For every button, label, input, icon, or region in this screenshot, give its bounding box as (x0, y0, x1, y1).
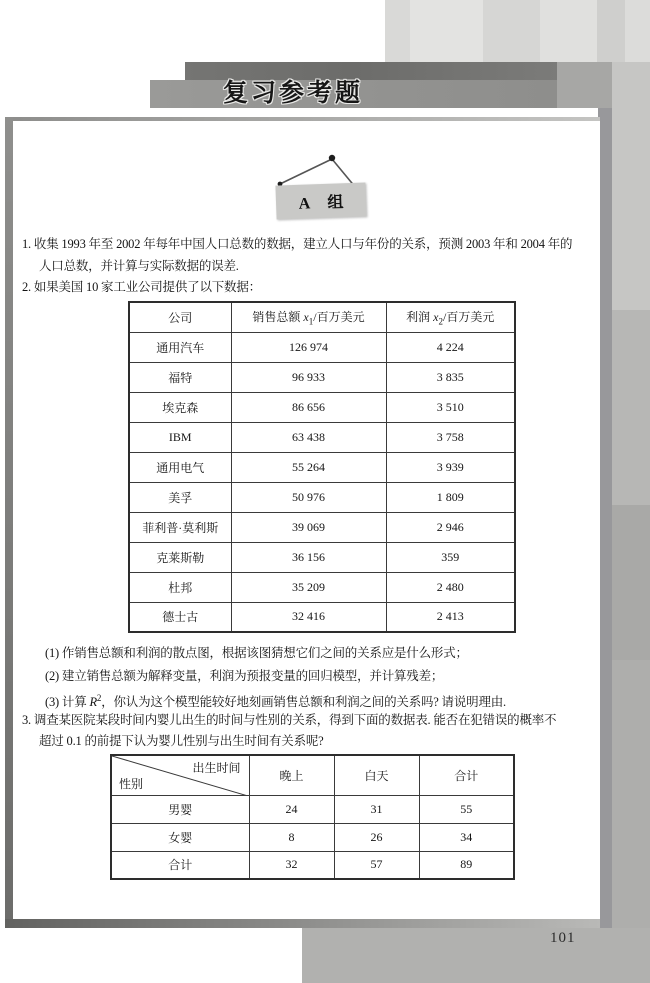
bg-stripe (597, 0, 625, 62)
group-badge (275, 182, 366, 219)
row-label: 女婴 (111, 823, 249, 851)
header-sales-prefix: 销售总额 (252, 310, 304, 325)
profit-value: 3 835 (386, 362, 515, 392)
problem-2-sub-1: (1) 作销售总额和利润的散点图，根据该图猜想它们之间的关系应是什么形式； (45, 646, 468, 660)
company-name: 福特 (129, 362, 231, 392)
header-day: 白天 (334, 755, 419, 795)
table-header-row (129, 302, 515, 332)
page-frame-bottom (5, 919, 600, 928)
corner-label-time: 出生时间 (192, 761, 241, 775)
bg-stripe (410, 0, 483, 62)
header-sales (231, 302, 386, 332)
cell-value: 34 (419, 823, 514, 851)
diagonal-header-cell (111, 755, 249, 795)
corner-label-gender: 性别 (119, 776, 144, 791)
sub3-sup: 2 (96, 693, 102, 703)
row-label: 男婴 (111, 795, 249, 823)
table-row (129, 482, 515, 512)
cell-value: 24 (249, 795, 334, 823)
header-company: 公司 (129, 302, 231, 332)
chapter-title: 复习参考题 (223, 80, 364, 107)
table-row (129, 422, 515, 452)
company-name: IBM (129, 422, 231, 452)
group-badge-label: A 组 (298, 193, 351, 213)
cell-value: 31 (334, 795, 419, 823)
sales-value: 86 656 (231, 392, 386, 422)
sales-value: 63 438 (231, 422, 386, 452)
profit-value: 2 480 (386, 572, 515, 602)
cell-value: 26 (334, 823, 419, 851)
profit-value: 4 224 (386, 332, 515, 362)
company-name: 美孚 (129, 482, 231, 512)
header-night: 晚上 (249, 755, 334, 795)
table-row (129, 512, 515, 542)
sub3-prefix: (3) 计算 (45, 695, 90, 710)
problem-3-line-1: 3. 调查某医院某段时间内婴儿出生的时间与性别的关系，得到下面的数据表. 能否在犯错误的概率不 (22, 713, 557, 727)
header-profit (386, 302, 515, 332)
header-profit-sub: 2 (438, 316, 443, 327)
page-number: 101 (550, 930, 576, 946)
page-frame-left (5, 117, 13, 928)
sales-value: 50 976 (231, 482, 386, 512)
page-shadow-strip (598, 107, 612, 983)
sales-value: 32 416 (231, 602, 386, 632)
company-name: 菲利普·莫利斯 (129, 512, 231, 542)
sub3-suffix: ，你认为这个模型能较好地刻画销售总额和利润之间的关系吗? 请说明理由. (101, 695, 506, 710)
sales-value: 96 933 (231, 362, 386, 392)
table-row (129, 362, 515, 392)
problem-2-intro: 2. 如果美国 10 家工业公司提供了以下数据： (22, 280, 261, 294)
profit-value: 3 758 (386, 422, 515, 452)
table-row (129, 602, 515, 632)
header-sales-suffix: /百万美元 (313, 310, 365, 325)
table-row (129, 542, 515, 572)
profit-value: 1 809 (386, 482, 515, 512)
header-profit-var: x (433, 310, 439, 325)
bg-right-strip (612, 505, 650, 660)
table-row (111, 851, 514, 879)
bg-bottom-notch (0, 928, 302, 983)
company-name: 通用汽车 (129, 332, 231, 362)
banner-bar-top (185, 62, 557, 82)
cell-value: 55 (419, 795, 514, 823)
company-name: 德士古 (129, 602, 231, 632)
company-data-table (128, 301, 516, 633)
cell-value: 57 (334, 851, 419, 879)
table-row (129, 572, 515, 602)
company-name: 通用电气 (129, 452, 231, 482)
problem-1-line-1: 1. 收集 1993 年至 2002 年每年中国人口总数的数据，建立人口与年份的关系，预测 2003 年和 2004 年的 (22, 237, 573, 251)
page-frame-top (5, 117, 600, 121)
birth-data-table (110, 754, 515, 880)
header-profit-prefix: 利润 (406, 310, 434, 325)
bg-right-strip (612, 310, 650, 505)
company-name: 杜邦 (129, 572, 231, 602)
header-total: 合计 (419, 755, 514, 795)
sales-value: 55 264 (231, 452, 386, 482)
banner-bar-title (150, 80, 557, 108)
banner-bar-right (557, 62, 612, 108)
profit-value: 359 (386, 542, 515, 572)
problem-1-line-2: 人口总数，并计算与实际数据的误差. (39, 259, 239, 273)
profit-value: 3 510 (386, 392, 515, 422)
header-sales-sub: 1 (308, 316, 314, 327)
company-name: 埃克森 (129, 392, 231, 422)
company-name: 克莱斯勒 (129, 542, 231, 572)
header-profit-suffix: /百万美元 (443, 310, 495, 325)
cell-value: 8 (249, 823, 334, 851)
sales-value: 36 156 (231, 542, 386, 572)
header-sales-var: x (303, 310, 309, 325)
problem-2-sub-2: (2) 建立销售总额为解释变量，利润为预报变量的回归模型，并计算残差； (45, 669, 444, 683)
cell-value: 32 (249, 851, 334, 879)
table-header-row (111, 755, 514, 795)
profit-value: 3 939 (386, 452, 515, 482)
table-row (129, 392, 515, 422)
cell-value: 89 (419, 851, 514, 879)
problem-2-sub-3 (45, 690, 506, 710)
problem-3-line-2: 超过 0.1 的前提下认为婴儿性别与出生时间有关系呢? (39, 734, 324, 748)
table-row (111, 795, 514, 823)
bg-right-strip (612, 62, 650, 310)
bg-stripe (540, 0, 597, 62)
bg-stripe (483, 0, 540, 62)
profit-value: 2 413 (386, 602, 515, 632)
bg-stripe (385, 0, 410, 62)
table-row (111, 823, 514, 851)
sub3-var: R (89, 695, 97, 710)
bg-stripe (625, 0, 650, 62)
profit-value: 2 946 (386, 512, 515, 542)
sales-value: 39 069 (231, 512, 386, 542)
sales-value: 35 209 (231, 572, 386, 602)
table-row (129, 452, 515, 482)
row-label: 合计 (111, 851, 249, 879)
table-row (129, 332, 515, 362)
sales-value: 126 974 (231, 332, 386, 362)
